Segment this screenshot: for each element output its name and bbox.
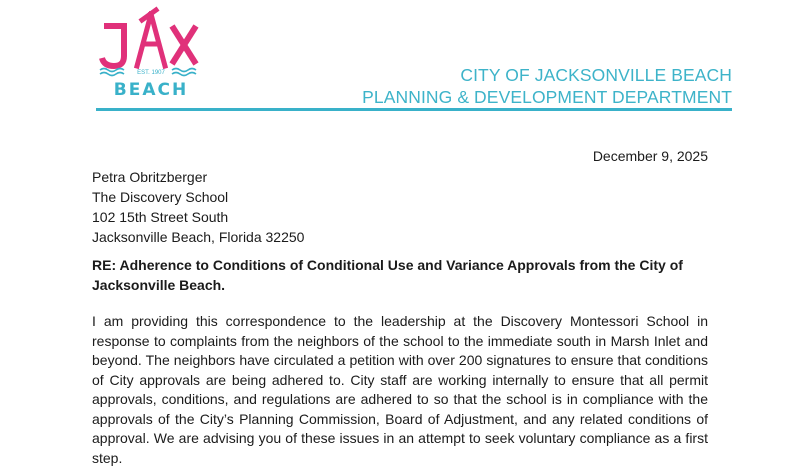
jax-beach-logo <box>96 6 206 98</box>
lifeguard-tower-icon <box>137 10 165 66</box>
logo-beach-text: BEACH <box>113 80 189 98</box>
department-header <box>362 64 732 108</box>
letter-date: December 9, 2025 <box>592 148 708 164</box>
department-name: PLANNING & DEVELOPMENT DEPARTMENT <box>362 87 732 107</box>
recipient-city: Jacksonville Beach, Florida 32250 <box>92 229 305 245</box>
logo-letter-j <box>102 26 124 66</box>
logo-graphic <box>96 6 206 98</box>
subject-line: RE: Adherence to Conditions of Conditional Use and Variance Approvals from the City of Jacksonville Beach. <box>92 257 683 293</box>
recipient-name: Petra Obritzberger <box>92 169 208 185</box>
recipient-address <box>92 167 304 247</box>
city-name: CITY OF JACKSONVILLE BEACH <box>460 65 732 85</box>
logo-est-text: EST. 1907 <box>137 70 165 76</box>
body-paragraph: I am providing this correspondence to the leadership at the Discovery Montessori School in response to complaints from the neighbors of the school to the immediate south in Marsh Inlet and beyond. The neighbors have circulated a petition with over 200 signatures to ensure that conditions of City approvals are being adhered to. City staff are working internally to ensure that all permit approvals, conditions, and regulations are adhered to so that the school is in compliance with the approvals of the City’s Planning Commission, Board of Adjustment, and any related conditions of approval. We are advising you of these issues in an attempt to seek voluntary compliance as a first step. <box>92 313 708 466</box>
recipient-organization: The Discovery School <box>92 189 229 205</box>
logo-letter-x <box>172 26 196 64</box>
recipient-street: 102 15th Street South <box>92 209 229 225</box>
header-divider <box>96 108 732 111</box>
